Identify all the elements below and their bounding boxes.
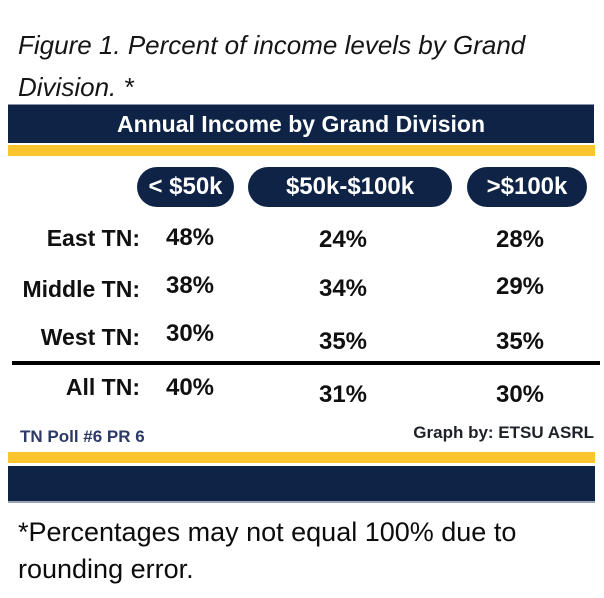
chart-title: Annual Income by Grand Division <box>116 110 486 137</box>
column-header-over-100k <box>467 167 587 207</box>
column-header-under-50k <box>137 167 234 207</box>
cell-east-tn-over-100k: 28% <box>495 226 545 253</box>
cell-all-tn-under-50k: 40% <box>165 374 215 401</box>
navy-bar-bottom <box>8 466 595 503</box>
cell-middle-tn-over-100k: 29% <box>495 273 545 300</box>
row-label-all-tn: All TN: <box>65 374 140 400</box>
column-header-over-100k-label: >$100k <box>486 173 568 200</box>
cell-all-tn-50k-100k: 31% <box>318 381 368 408</box>
footnote: *Percentages may not equal 100% due to rounding error. <box>18 517 517 584</box>
cell-all-tn-over-100k: 30% <box>495 381 545 408</box>
gold-stripe-top <box>8 145 595 156</box>
gold-stripe-bottom <box>8 452 595 463</box>
cell-middle-tn-50k-100k: 34% <box>318 275 368 302</box>
total-divider-line <box>12 361 600 365</box>
cell-west-tn-50k-100k: 35% <box>318 328 368 355</box>
column-header-50k-100k <box>248 167 452 207</box>
cell-east-tn-under-50k: 48% <box>165 224 215 251</box>
column-header-under-50k-label: < $50k <box>148 173 223 200</box>
row-label-middle-tn: Middle TN: <box>22 276 140 302</box>
cell-east-tn-50k-100k: 24% <box>318 226 368 253</box>
chart-title-banner <box>8 104 594 143</box>
column-header-50k-100k-label: $50k-$100k <box>285 173 415 200</box>
cell-west-tn-under-50k: 30% <box>165 320 215 347</box>
cell-west-tn-over-100k: 35% <box>495 328 545 355</box>
source-note: TN Poll #6 PR 6 <box>20 427 145 446</box>
cell-middle-tn-under-50k: 38% <box>165 272 215 299</box>
row-label-west-tn: West TN: <box>40 324 140 350</box>
credit-note: Graph by: ETSU ASRL <box>413 423 594 442</box>
row-label-east-tn: East TN: <box>46 225 140 251</box>
figure-caption: Figure 1. Percent of income levels by Grand Division. * <box>18 30 526 102</box>
